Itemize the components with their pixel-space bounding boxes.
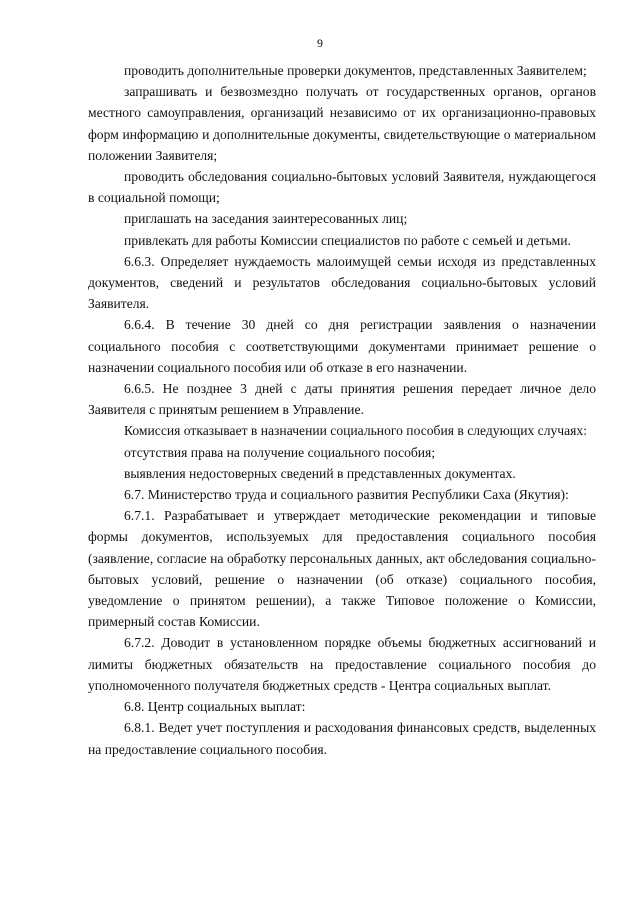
document-body [88, 60, 596, 760]
paragraph: проводить дополнительные проверки документов, представленных Заявителем; [124, 63, 587, 78]
paragraph: 6.7.1. Разрабатывает и утверждает методические рекомендации и типовые формы документов, используемых для предоставления социального пособия (заявление, согласие на обработку персональных данных, акт обследования социально-бытовых условий, решение о назначении (об отказе) социального пособия, уведомление о принятом решении), а также Типовое положение о Комиссии, примерный состав Комиссии. [88, 508, 596, 630]
page-number: 9 [317, 36, 323, 50]
paragraph: Комиссия отказывает в назначении социального пособия в следующих случаях: [124, 423, 587, 439]
paragraph: 6.6.5. Не позднее 3 дней с даты принятия решения передает личное дело Заявителя с принятым решением в Управление. [88, 381, 596, 418]
paragraph: 6.7. Министерство труда и социального развития Республики Саха (Якутия): [124, 487, 569, 503]
paragraph: отсутствия права на получение социального пособия; [124, 444, 436, 460]
paragraph: 6.8.1. Ведет учет поступления и расходования финансовых средств, выделенных на предоставление социального пособия. [88, 720, 596, 757]
paragraph: 6.7.2. Доводит в установленном порядке объемы бюджетных ассигнований и лимиты бюджетных обязательств на предоставление социального пособия до уполномоченного получателя бюджетных средств - Центра социальных выплат. [88, 635, 596, 693]
paragraph: 6.8. Центр социальных выплат: [124, 699, 306, 715]
paragraph: приглашать на заседания заинтересованных лиц; [124, 211, 408, 227]
paragraph: проводить обследования социально-бытовых условий Заявителя, нуждающегося в социальной помощи; [88, 169, 596, 206]
paragraph: привлекать для работы Комиссии специалистов по работе с семьей и детьми. [124, 232, 571, 248]
paragraph: 6.6.3. Определяет нуждаемость малоимущей семьи исходя из представленных документов, сведений и результатов обследования социально-бытовых условий Заявителя. [88, 253, 596, 312]
paragraph: 6.6.4. В течение 30 дней со дня регистрации заявления о назначении социального пособия с соответствующими документами принимает решение о назначении социального пособия или об отказе в его назначении. [88, 317, 596, 375]
paragraph: выявления недостоверных сведений в представленных документах. [124, 465, 516, 481]
paragraph: запрашивать и безвозмездно получать от государственных органов, органов местного самоуправления, организаций независимо от их организационно-правовых форм информацию и дополнительные документы, свидетельствующие о материальном положении Заявителя; [88, 84, 596, 163]
